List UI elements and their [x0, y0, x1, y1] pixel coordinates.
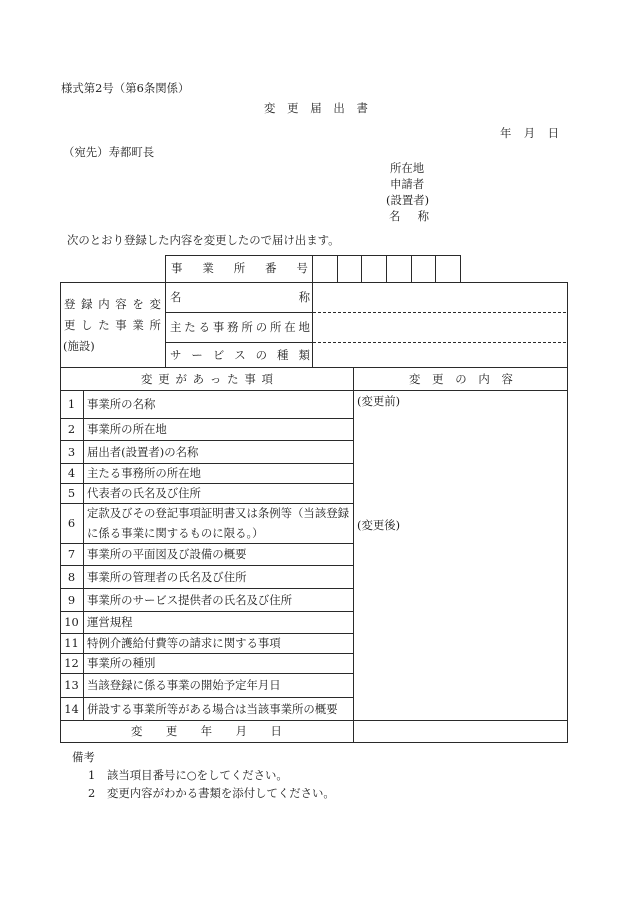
label-glyph: 名: [170, 290, 182, 304]
intro-statement: 次のとおり登録した内容を変更したので届け出ます。: [67, 233, 340, 247]
change-item-row: [60, 390, 353, 418]
label-glyph: 種: [277, 348, 289, 362]
change-item-number[interactable]: 12: [64, 656, 79, 670]
label-glyph: サ: [170, 348, 182, 362]
submission-date: [500, 127, 559, 139]
change-item-label: 併設する事業所等がある場合は当該事業所の概要: [87, 701, 338, 716]
change-item-row: [60, 633, 353, 653]
label-glyph: 称: [417, 209, 429, 223]
change-item-label: [83, 503, 349, 543]
label-glyph: 在: [284, 320, 296, 334]
label-glyph: 変: [131, 724, 143, 738]
change-item-row: [60, 653, 353, 673]
change-item-label: 届出者(設置者)の名称: [87, 444, 199, 459]
label-glyph: 届: [310, 101, 322, 115]
label-glyph: ビ: [212, 348, 225, 362]
label-glyph: 事: [171, 261, 183, 275]
label-glyph: 号: [296, 261, 308, 275]
change-item-label: 当該登録に係る事業の開始予定年月日: [87, 678, 281, 692]
change-item-row: [60, 503, 353, 543]
label-glyph: 所: [241, 320, 253, 334]
label-glyph: 更: [165, 724, 178, 738]
change-date-value[interactable]: [354, 721, 567, 742]
label-glyph: 書: [356, 101, 368, 115]
office-section-label-line: [64, 298, 161, 310]
label-glyph: 月: [235, 724, 248, 738]
change-content-field[interactable]: [354, 391, 567, 720]
change-item-label: 事業所の平面図及び設備の概要: [87, 547, 247, 561]
change-item-number[interactable]: 13: [64, 678, 79, 692]
label-glyph: 容: [501, 372, 513, 386]
after-change-label: (変更後): [357, 518, 401, 532]
label-glyph: 更: [287, 101, 299, 115]
change-item-number[interactable]: 8: [67, 569, 76, 584]
label-glyph: た: [98, 318, 110, 332]
label-glyph: る: [198, 320, 210, 334]
before-change-label: (変更前): [357, 394, 401, 408]
remark-text: 変更内容がわかる書類を添付してください。: [107, 786, 335, 800]
change-item-number[interactable]: 10: [64, 615, 79, 629]
label-glyph: 録: [81, 297, 93, 311]
office-number-digit-box[interactable]: [436, 256, 460, 282]
change-item-label: 運営規程: [87, 615, 133, 629]
office-name-label: [170, 291, 310, 303]
office-number-label: [171, 262, 308, 274]
label-glyph: 事: [244, 372, 256, 386]
change-item-label: 事業所の種別: [87, 656, 156, 670]
label-glyph: 業: [132, 318, 144, 332]
label-glyph: 所: [149, 318, 161, 332]
label-glyph: ー: [191, 348, 203, 362]
change-item-row: [60, 483, 353, 503]
change-item-label: 特例介護給付費等の請求に関する事項: [87, 636, 281, 650]
label-glyph: の: [255, 348, 268, 362]
installer-label: (設置者): [386, 193, 430, 207]
label-glyph: 変: [141, 372, 153, 386]
change-item-number[interactable]: 2: [67, 422, 76, 436]
label-glyph: 変: [264, 101, 276, 115]
change-item-number[interactable]: 1: [67, 397, 76, 411]
change-item-row: [60, 463, 353, 483]
change-item-row: [60, 611, 353, 633]
label-glyph: 変: [409, 372, 421, 386]
change-item-row: [60, 418, 353, 440]
label-glyph: 更: [64, 318, 76, 332]
change-item-row: [60, 673, 353, 697]
remark-text: 該当項目番号に○をしてください。: [107, 768, 288, 782]
change-item-row: [60, 543, 353, 565]
label-glyph: 事: [212, 320, 225, 334]
office-number-digit-box[interactable]: [362, 256, 386, 282]
label-glyph: 容: [115, 297, 127, 311]
label-glyph: 主: [170, 320, 182, 334]
label-glyph: 項: [261, 372, 273, 386]
label-glyph: 日: [547, 126, 559, 140]
office-name-value[interactable]: [313, 283, 567, 312]
label-glyph: が: [175, 372, 187, 386]
change-item-label: 事業所の所在地: [87, 422, 167, 436]
change-item-number[interactable]: 11: [64, 636, 79, 650]
change-item-number[interactable]: 5: [67, 486, 76, 500]
change-item-label: 代表者の氏名及び住所: [87, 486, 201, 500]
label-glyph: 更: [158, 372, 170, 386]
change-date-label: [131, 725, 282, 737]
office-number-digit-box[interactable]: [313, 256, 337, 282]
label-glyph: 内: [478, 372, 490, 386]
label-glyph: 業: [202, 261, 214, 275]
change-item-row: [60, 588, 353, 611]
label-glyph: 所: [233, 261, 246, 275]
label-glyph: 称: [298, 290, 310, 304]
applicant-address-label: 所在地: [390, 161, 425, 175]
label-glyph: た: [184, 320, 196, 334]
office-number-digit-box[interactable]: [412, 256, 435, 282]
change-item-label: 主たる事務所の所在地: [87, 466, 201, 480]
office-number-digit-box[interactable]: [338, 256, 361, 282]
change-item-number[interactable]: 3: [67, 444, 76, 459]
label-glyph: っ: [209, 372, 222, 386]
change-item-label-line: に係る事業に関するものに限る。）: [87, 526, 264, 540]
change-item-row: [60, 440, 353, 463]
change-item-label: 事業所の管理者の氏名及び住所: [87, 569, 247, 584]
label-glyph: の: [455, 372, 467, 386]
label-glyph: 名: [389, 209, 401, 223]
change-item-number[interactable]: 4: [67, 466, 76, 480]
change-item-row: [60, 565, 353, 588]
change-item-number[interactable]: 14: [64, 701, 79, 716]
change-item-number[interactable]: 7: [67, 547, 76, 561]
label-glyph: 所: [269, 320, 282, 334]
changed-items-header: [141, 373, 273, 385]
main-office-address-value[interactable]: [313, 313, 567, 342]
document-title: [264, 102, 368, 114]
change-item-label: 事業所の名称: [87, 397, 156, 411]
change-item-label-line: 定款及びその登記事項証明書又は条例等（当該登録: [87, 506, 349, 520]
label-glyph: た: [227, 372, 239, 386]
applicant-label: 申請者: [390, 177, 425, 191]
remarks-title: 備考: [72, 750, 95, 764]
remark-number: 2: [88, 786, 96, 800]
label-glyph: を: [132, 297, 144, 311]
change-item-number[interactable]: 6: [67, 516, 76, 530]
change-item-number[interactable]: 9: [67, 592, 76, 607]
label-glyph: 日: [270, 724, 282, 738]
change-content-header: [409, 373, 513, 385]
label-glyph: 年: [200, 724, 213, 738]
remark-number: 1: [88, 768, 96, 782]
label-glyph: の: [255, 320, 268, 334]
main-office-address-label: [170, 321, 310, 333]
change-item-row: [60, 697, 353, 720]
label-glyph: 年: [500, 126, 512, 140]
office-section-label-line: (施設): [63, 339, 95, 353]
office-number-digit-box[interactable]: [387, 256, 411, 282]
label-glyph: 変: [149, 297, 161, 311]
label-glyph: 類: [298, 348, 310, 362]
label-glyph: 内: [98, 297, 110, 311]
applicant-name-label: [389, 210, 429, 222]
label-glyph: し: [81, 318, 93, 332]
addressee: （宛先）寿都町長: [63, 145, 155, 159]
label-glyph: あ: [192, 372, 205, 386]
label-glyph: 務: [227, 320, 239, 334]
label-glyph: ス: [234, 348, 246, 362]
change-item-label: 事業所のサービス提供者の氏名及び住所: [87, 592, 293, 607]
label-glyph: 出: [333, 101, 345, 115]
office-section-label-line: [64, 319, 161, 331]
label-glyph: 更: [432, 372, 444, 386]
label-glyph: 事: [115, 318, 127, 332]
label-glyph: 番: [265, 261, 277, 275]
label-glyph: 地: [298, 320, 310, 334]
form-number: 様式第2号（第6条関係）: [61, 81, 190, 95]
service-type-value[interactable]: [313, 343, 567, 367]
label-glyph: 登: [64, 297, 76, 311]
label-glyph: 月: [523, 126, 536, 140]
service-type-label: [170, 349, 310, 361]
